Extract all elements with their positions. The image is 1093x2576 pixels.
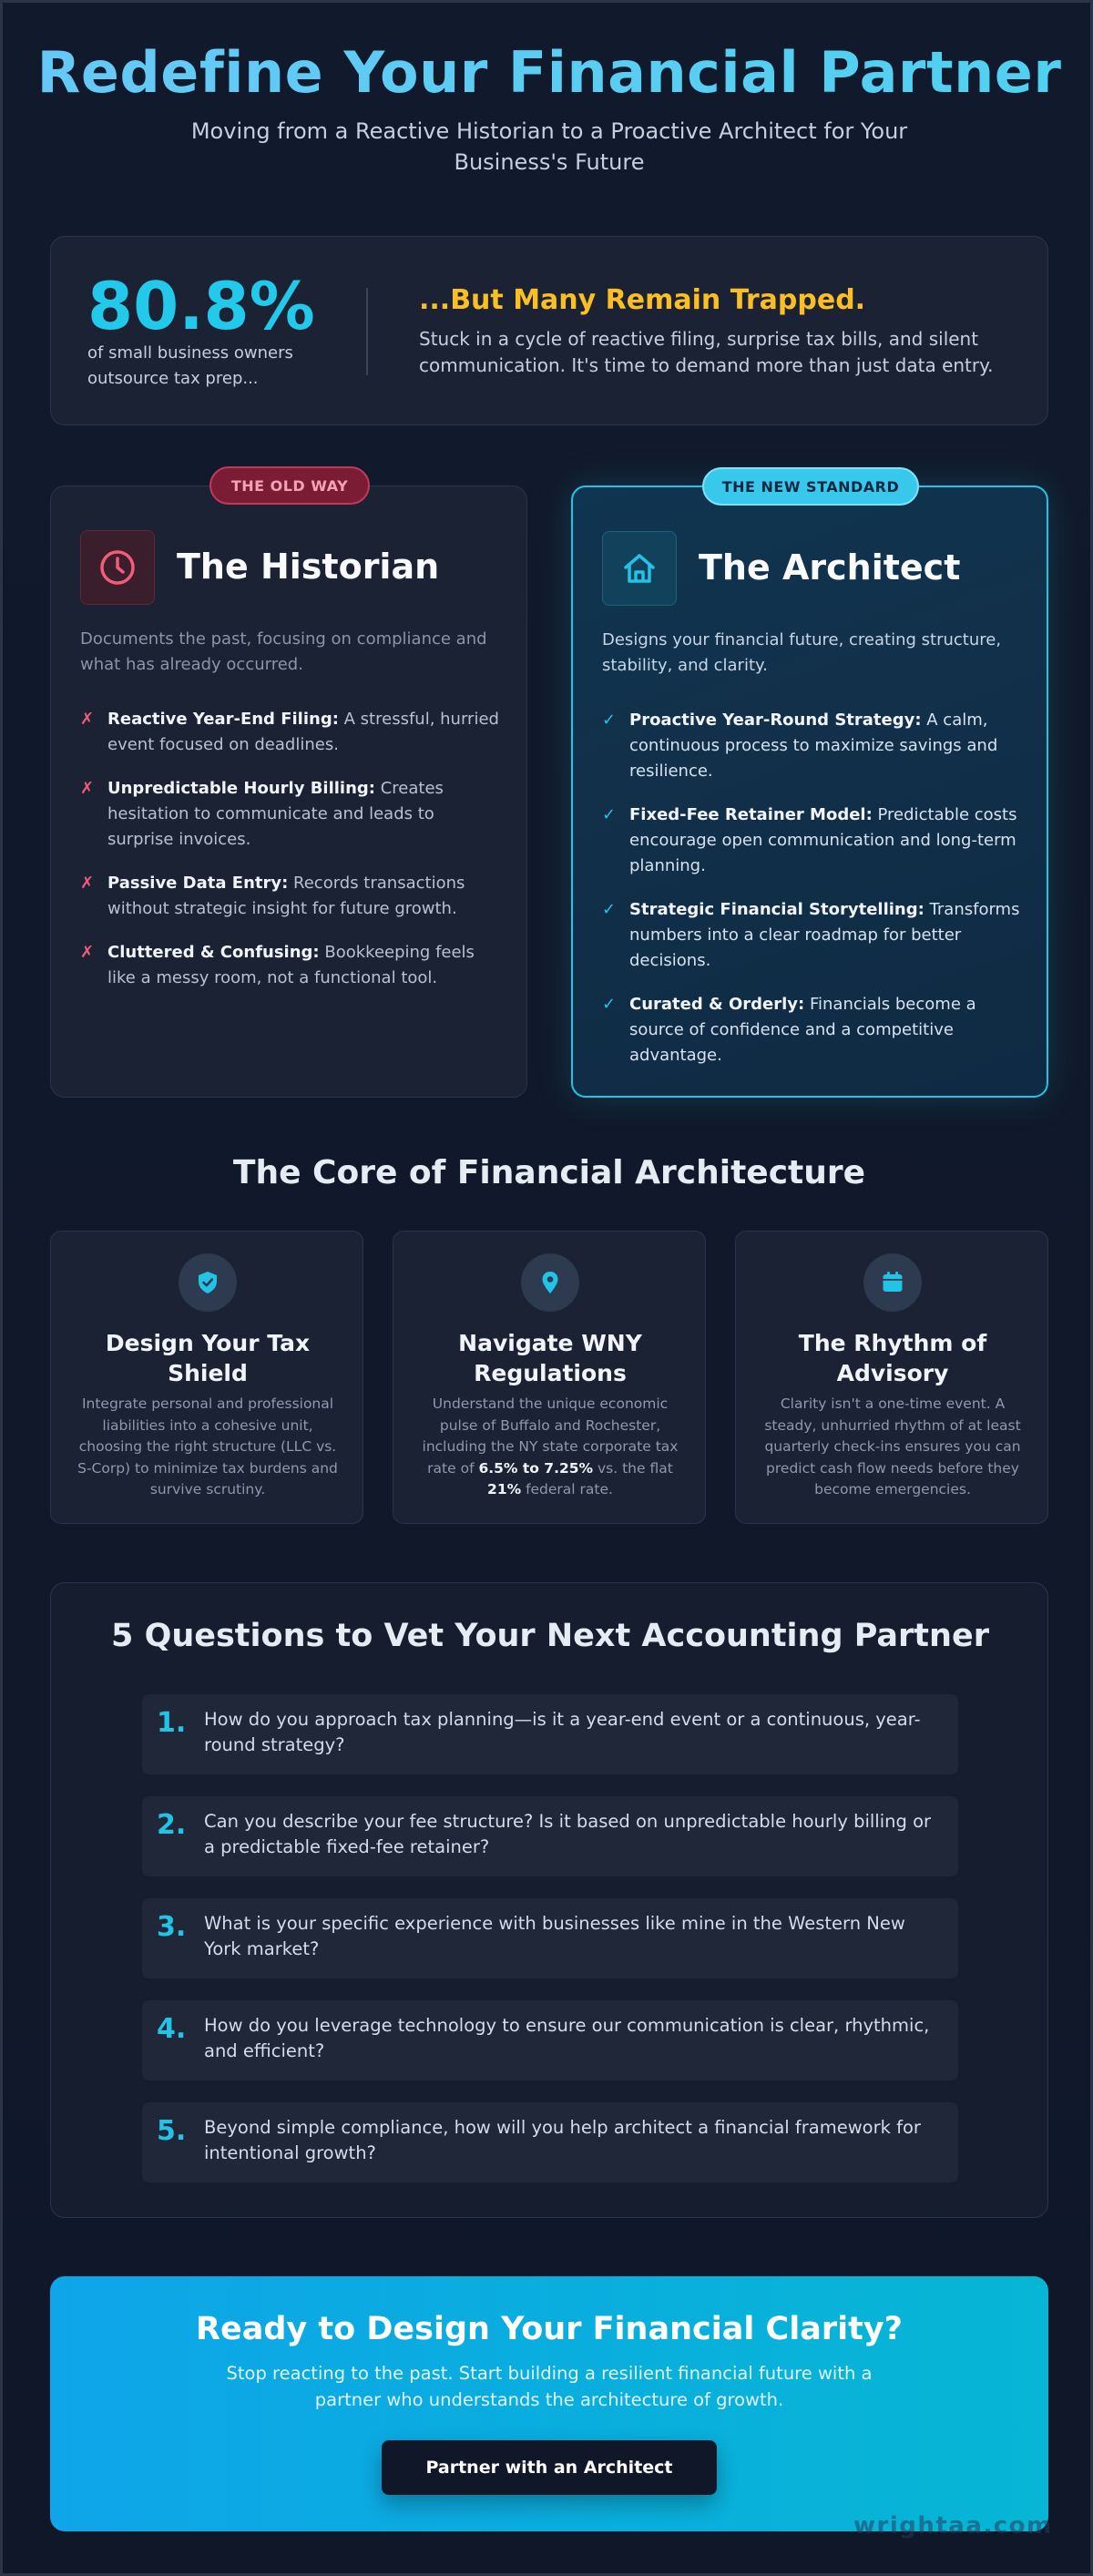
item-text: Bookkeeping feels like a messy room, not a functional tool. [107, 943, 475, 987]
federal-tax-rate: 21% [487, 1481, 522, 1498]
card-title: Navigate WNY Regulations [458, 1330, 642, 1386]
question-item [142, 1694, 958, 1774]
stat-card [50, 236, 1048, 425]
item-heading: Fixed-Fee Retainer Model: [629, 805, 873, 824]
cross-icon: ✗ [80, 874, 95, 893]
tax-shield-card [50, 1231, 363, 1524]
card-text-part: vs. the flat [593, 1459, 673, 1477]
historian-list [80, 707, 499, 1009]
question-text: Beyond simple compliance, how will you help architect a financial framework for intentional growth? [204, 2117, 921, 2163]
item-heading: Proactive Year-Round Strategy: [629, 710, 922, 730]
card-text: Clarity isn't a one-time event. A steady, unhurried rhythm of at least quarterly check-ins ensures you can predict cash flow needs before they become emergencies. [764, 1395, 1021, 1498]
stat-headline: ...But Many Remain Trapped. [419, 284, 866, 316]
card-title: The Rhythm of Advisory [798, 1330, 987, 1386]
question-text: Can you describe your fee structure? Is it based on unpredictable hourly billing or a predictable fixed-fee retainer? [204, 1811, 932, 1857]
list-item [80, 940, 499, 991]
questions-title: 5 Questions to Vet Your Next Accounting Partner [111, 1618, 989, 1654]
list-item [602, 992, 1021, 1068]
question-item [142, 1796, 958, 1876]
question-number: 2. [157, 1809, 187, 1841]
location-pin-icon [521, 1253, 579, 1312]
question-text: How do you leverage technology to ensure our communication is clear, rhythmic, and efficient? [204, 2015, 930, 2061]
list-item [80, 871, 499, 922]
architect-title: The Architect [699, 547, 961, 588]
item-text: Records transactions without strategic insight for future growth. [107, 874, 465, 918]
question-item [142, 2000, 958, 2080]
item-text: Transforms numbers into a clear roadmap for better decisions. [629, 900, 1020, 970]
item-heading: Reactive Year-End Filing: [107, 710, 339, 729]
check-icon: ✓ [602, 710, 617, 730]
page-subtitle: Moving from a Reactive Historian to a Proactive Architect for Your Business's Future [190, 118, 908, 175]
questions-card [50, 1582, 1048, 2218]
item-heading: Cluttered & Confusing: [107, 943, 320, 962]
stat-caption: of small business owners outsource tax prep... [87, 343, 293, 388]
item-heading: Strategic Financial Storytelling: [629, 900, 924, 919]
question-number: 1. [157, 1707, 187, 1739]
list-item [80, 776, 499, 853]
check-icon: ✓ [602, 805, 617, 824]
item-text: Predictable costs encourage open communication and long-term planning. [629, 805, 1017, 875]
item-heading: Curated & Orderly: [629, 995, 805, 1014]
state-tax-rate: 6.5% to 7.25% [478, 1459, 594, 1477]
item-heading: Passive Data Entry: [107, 874, 289, 893]
item-text: Creates hesitation to communicate and leads to surprise invoices. [107, 779, 444, 849]
watermark: wrightaa.com [853, 2512, 1053, 2540]
card-text: Integrate personal and professional liabilities into a cohesive unit, choosing the right structure (LLC vs. S-Corp) to minimize tax burdens and survive scrutiny. [77, 1395, 338, 1498]
historian-title: The Historian [177, 547, 440, 587]
question-number: 3. [157, 1911, 187, 1943]
check-icon: ✓ [602, 995, 617, 1014]
historian-description: Documents the past, focusing on compliance and what has already occurred. [80, 629, 487, 674]
clock-icon [80, 530, 155, 605]
item-text: A stressful, hurried event focused on deadlines. [107, 710, 499, 754]
page-title: Redefine Your Financial Partner [3, 39, 1093, 106]
architect-list [602, 708, 1021, 1087]
card-title: Design Your Tax Shield [105, 1330, 311, 1386]
card-text-part: Understand the unique economic pulse of Buffalo and Rochester, including the NY state corporate tax rate of [422, 1395, 679, 1477]
list-item [602, 708, 1021, 784]
advisory-rhythm-card [735, 1231, 1048, 1524]
check-icon: ✓ [602, 900, 617, 919]
list-item [602, 802, 1021, 879]
stat-divider [366, 288, 368, 375]
item-text: Financials become a source of confidence and a competitive advantage. [629, 995, 976, 1065]
shield-icon [179, 1253, 237, 1312]
architect-description: Designs your financial future, creating structure, stability, and clarity. [602, 630, 1002, 675]
wny-regulations-card [393, 1231, 706, 1524]
core-section-title: The Core of Financial Architecture [232, 1154, 866, 1191]
card-text [414, 1394, 687, 1501]
stat-value: 80.8% [87, 268, 315, 344]
cta-text: Stop reacting to the past. Start building a resilient financial future with a partner who understands the architecture of growth. [226, 2363, 873, 2410]
partner-with-architect-button[interactable]: Partner with an Architect [382, 2440, 717, 2495]
list-item [80, 707, 499, 758]
question-text: How do you approach tax planning—is it a year-end event or a continuous, year-round strategy? [204, 1709, 921, 1755]
question-number: 5. [157, 2115, 187, 2147]
historian-card [50, 476, 527, 1098]
item-text: A calm, continuous process to maximize savings and resilience. [629, 710, 998, 781]
cross-icon: ✗ [80, 943, 95, 962]
stat-text: Stuck in a cycle of reactive filing, surprise tax bills, and silent communication. It's time to demand more than just data entry. [419, 328, 994, 376]
question-number: 4. [157, 2013, 187, 2045]
item-heading: Unpredictable Hourly Billing: [107, 779, 375, 798]
cta-banner [50, 2276, 1048, 2531]
card-text-part: federal rate. [521, 1481, 613, 1498]
architect-card [571, 477, 1048, 1098]
question-text: What is your specific experience with businesses like mine in the Western New York market? [204, 1913, 905, 1959]
question-item [142, 2102, 958, 2182]
question-item [142, 1898, 958, 1978]
home-icon [602, 531, 677, 606]
new-standard-badge: THE NEW STANDARD [702, 467, 919, 506]
old-way-badge: THE OLD WAY [209, 466, 370, 505]
cta-title: Ready to Design Your Financial Clarity? [196, 2311, 903, 2347]
calendar-icon [863, 1253, 922, 1312]
list-item [602, 897, 1021, 974]
cross-icon: ✗ [80, 779, 95, 798]
cross-icon: ✗ [80, 710, 95, 729]
